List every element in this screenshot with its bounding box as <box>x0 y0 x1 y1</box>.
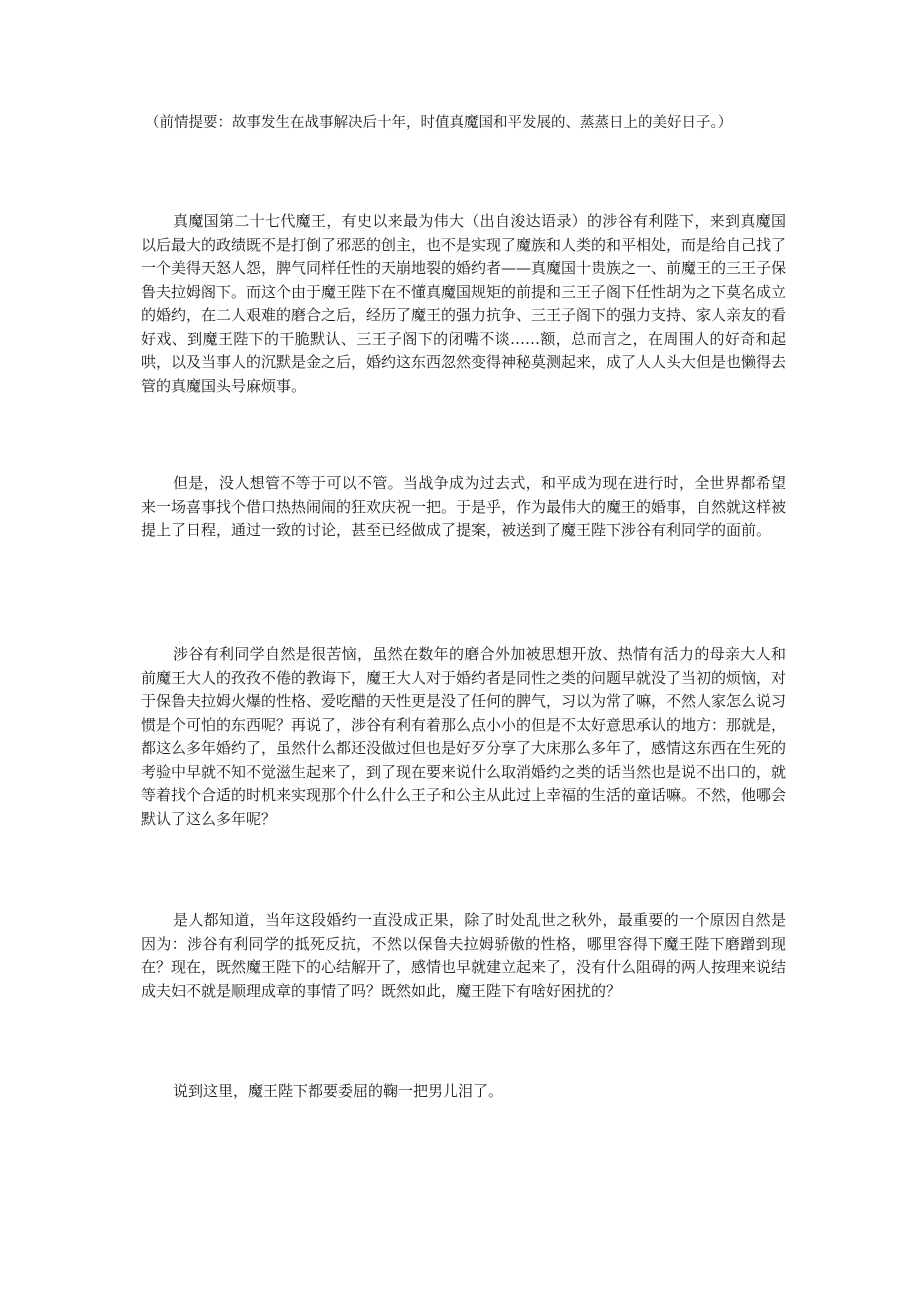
intro-note: （前情提要：故事发生在战事解决后十年，时值真魔国和平发展的、蒸蒸日上的美好日子。） <box>145 115 733 131</box>
paragraph-1: 真魔国第二十七代魔王，有史以来最为伟大（出自浚达语录）的涉谷有利陛下，来到真魔国以后最大的政绩既不是打倒了邪恶的创主，也不是实现了魔族和人类的和平相处，而是给自己找了一个美得天怒人怨，脾气同样任性的天崩地裂的婚约者——真魔国十贵族之一、前魔王的三王子保鲁夫拉姆阁下。而这个由于魔王陛下在不懂真魔国规矩的前提和三王子阁下任性胡为之下莫名成立的婚约，在二人艰难的磨合之后，经历了魔王的强力抗争、三王子阁下的强力支持、家人亲友的看好戏、到魔王陛下的干脆默认、三王子阁下的闭嘴不谈……额，总而言之，在周围人的好奇和起哄，以及当事人的沉默是金之后，婚约这东西忽然变得神秘莫测起来，成了人人头大但是也懒得去管的真魔国头号麻烦事。 <box>141 212 787 395</box>
paragraph-3: 涉谷有利同学自然是很苦恼，虽然在数年的磨合外加被思想开放、热情有活力的母亲大人和前魔王大人的孜孜不倦的教诲下，魔王大人对于婚约者是同性之类的问题早就没了当初的烦恼，对于保鲁夫拉姆火爆的性格、爱吃醋的天性更是没了任何的脾气，习以为常了嘛，不然人家怎么说习惯是个可怕的东西呢？再说了，涉谷有利有着那么点小小的但是不太好意思承认的地方：那就是，都这么多年婚约了，虽然什么都还没做过但也是好歹分享了大床那么多年了，感情这东西在生死的考验中早就不知不觉滋生起来了，到了现在要来说什么取消婚约之类的话当然也是说不出口的，就等着找个合适的时机来实现那个什么什么王子和公主从此过上幸福的生活的童话嘛。不然，他哪会默认了这么多年呢？ <box>141 645 787 828</box>
paragraph-5: 说到这里，魔王陛下都要委屈的鞠一把男儿泪了。 <box>173 1082 504 1100</box>
paragraph-2: 但是，没人想管不等于可以不管。当战争成为过去式，和平成为现在进行时，全世界都希望来一场喜事找个借口热热闹闹的狂欢庆祝一把。于是乎，作为最伟大的魔王的婚事，自然就这样被提上了日程，通过一致的讨论，甚至已经做成了提案，被送到了魔王陛下涉谷有利同学的面前。 <box>141 474 787 539</box>
paragraph-4: 是人都知道，当年这段婚约一直没成正果，除了时处乱世之秋外，最重要的一个原因自然是因为：涉谷有利同学的抵死反抗，不然以保鲁夫拉姆骄傲的性格，哪里容得下魔王陛下磨蹭到现在？现在，既然魔王陛下的心结解开了，感情也早就建立起来了，没有什么阻碍的两人按理来说结成夫妇不就是顺理成章的事情了吗？既然如此，魔王陛下有啥好困扰的？ <box>141 911 787 1000</box>
